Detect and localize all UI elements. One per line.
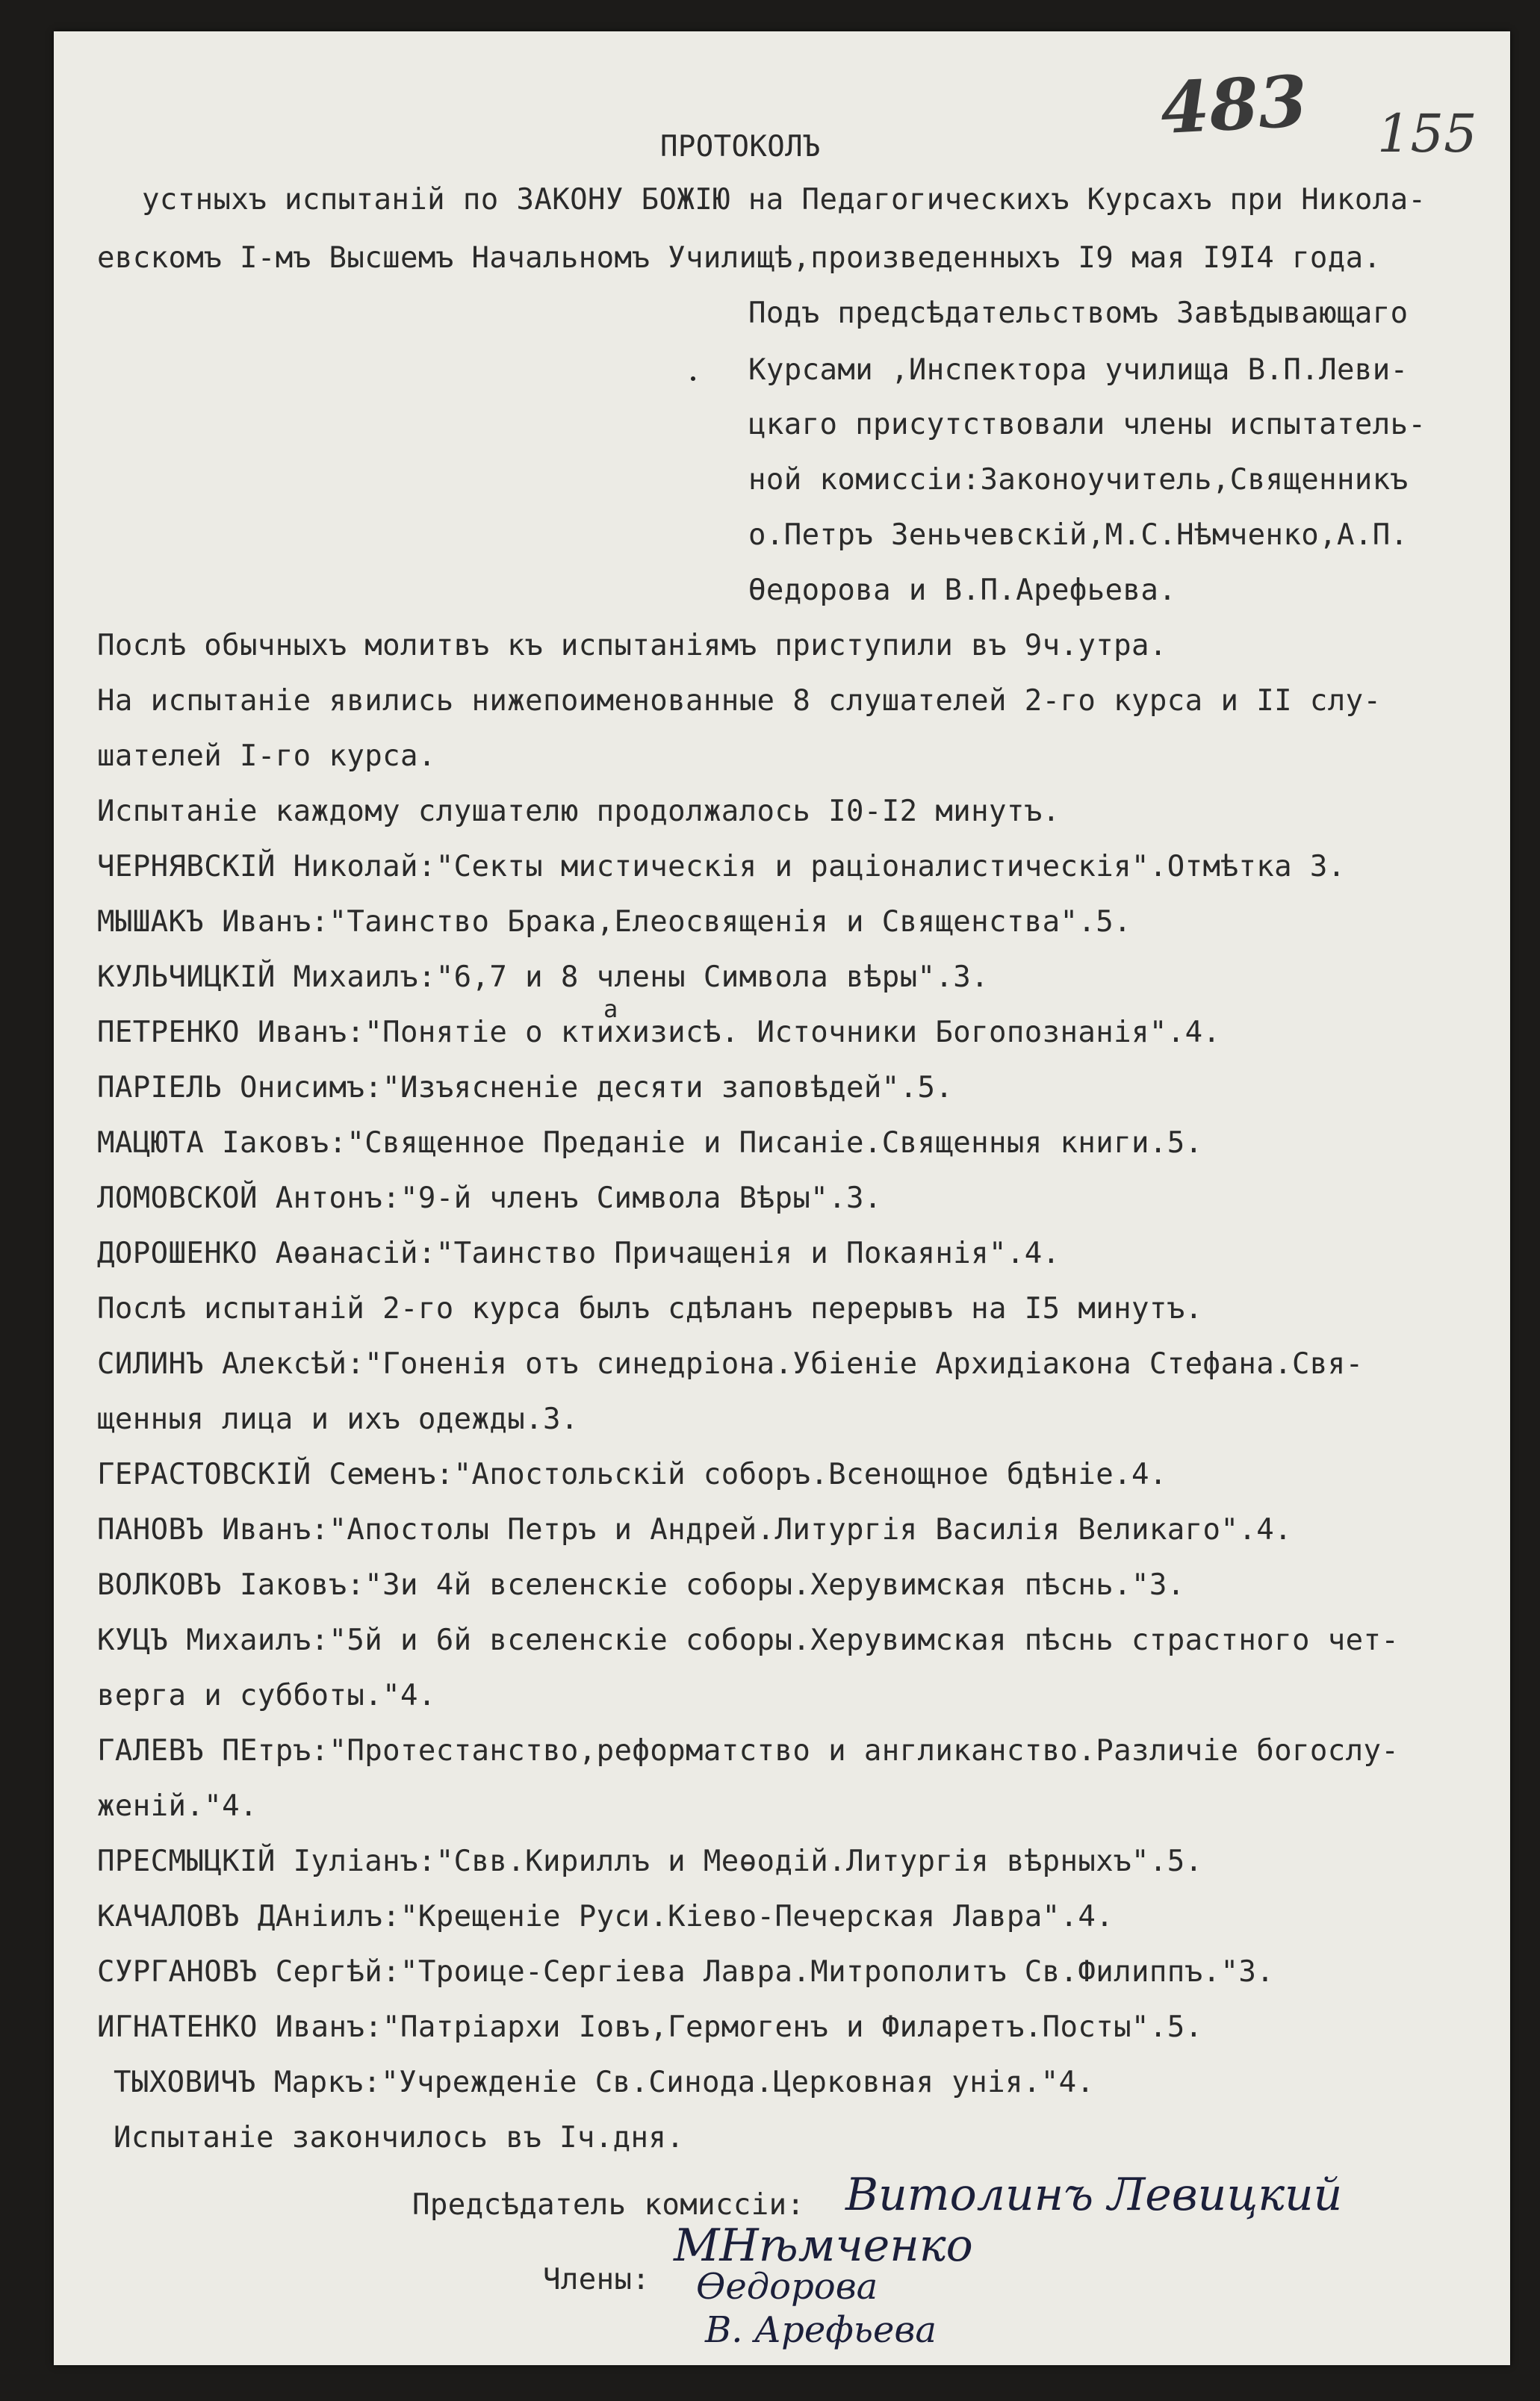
exam-entry: ПЕТРЕНКО Иванъ:"Понятіе о ктихизисѣ. Источники Богопознанія".4. [97,1016,1221,1049]
general-line-3: шателей I-го курса. [97,739,436,773]
intro-line-1: устныхъ испытаній по ЗАКОНУ БОЖІЮ на Педагогическихъ Курсахъ при Никола- [142,183,1426,217]
exam-entry: ТЫХОВИЧЪ Маркъ:"Учрежденіе Св.Синода.Церковная унія."4. [114,2066,1095,2099]
exam-entry: ДОРОШЕНКО Аөанасій:"Таинство Причащенія и Покаянія".4. [97,1237,1061,1270]
archive-page-number: 155 [1377,103,1477,164]
exam-entry: ИГНАТЕНКО Иванъ:"Патріархи Іовъ,Гермогенъ и Филаретъ.Посты".5. [97,2010,1203,2044]
exam-entry: ВОЛКОВЪ Іаковъ:"3и 4й вселенскіе соборы.Херувимская пѣснь."3. [97,1568,1185,1602]
member-signature-3: В. Арефьева [705,2309,937,2351]
exam-entry: КАЧАЛОВЪ ДАніилъ:"Крещеніе Руси.Кіево-Печерская Лавра".4. [97,1900,1114,1933]
closing-line: Испытаніе закончилось въ Iч.дня. [114,2121,685,2155]
exam-entry: МЫШАКЪ Иванъ:"Таинство Брака,Елеосвященія и Священства".5. [97,905,1132,939]
exam-entry: ПАНОВЪ Иванъ:"Апостолы Петръ и Андрей.Литургія Василія Великаго".4. [97,1513,1292,1547]
break-line: Послѣ испытаній 2-го курса былъ сдѣланъ перерывъ на I5 минутъ. [97,1292,1203,1326]
chair-line-2: Курсами ,Инспектора училища В.П.Леви- [748,353,1409,387]
document-sheet [54,31,1510,2365]
exam-entry: КУЛЬЧИЦКІЙ Михаилъ:"6,7 и 8 члены Символа вѣры".3. [97,960,989,994]
exam-entry-continued: женій."4. [97,1789,258,1823]
exam-entry-continued: щенныя лица и ихъ одежды.3. [97,1403,579,1436]
exam-entry: СИЛИНЪ Алексѣй:"Гоненія отъ синедріона.Убіеніе Архидіакона Стефана.Свя- [97,1347,1364,1381]
intro-line-2: евскомъ I-мъ Высшемъ Начальномъ Училищѣ,произведенныхъ I9 мая I9I4 года. [97,241,1382,275]
chairman-label: Предсѣдатель комиссіи: [412,2188,805,2222]
chair-line-5: о.Петръ Зеньчевскій,М.С.Нѣмченко,А.П. [748,518,1409,552]
chair-line-6: Өедорова и В.П.Арефьева. [748,574,1177,607]
chair-line-4: ной комиссіи:Законоучитель,Священникъ [748,463,1409,497]
exam-entry: ЛОМОВСКОЙ Антонъ:"9-й членъ Символа Вѣры".3. [97,1181,882,1215]
exam-entry: ПАРІЕЛЬ Онисимъ:"Изъясненіе десяти заповѣдей".5. [97,1071,954,1105]
chair-line-3: цкаго присутствовали члены испытатель- [748,408,1426,441]
exam-entry-continued: верга и субботы."4. [97,1679,436,1712]
exam-entry: ГАЛЕВЪ ПЕтръ:"Протестанство,реформатство и англиканство.Различіе богослу- [97,1734,1400,1768]
member-signature-2: Өедорова [696,2266,878,2308]
exam-entry: ПРЕСМЫЦКІЙ Іуліанъ:"Свв.Кириллъ и Меѳодій.Литургія вѣрныхъ".5. [97,1845,1203,1878]
chairman-signature: Витолинъ Левицкий [845,2169,1343,2221]
exam-entry: СУРГАНОВЪ Сергѣй:"Троице-Сергіева Лавра.Митрополитъ Св.Филиппъ."3. [97,1955,1275,1989]
chair-line-1: Подъ предсѣдательствомъ Завѣдывающаго [748,296,1409,330]
general-line-2: На испытаніе явились нижепоименованные 8 слушателей 2-го курса и II слу- [97,684,1382,718]
exam-entry: КУЦЪ Михаилъ:"5й и 6й вселенскіе соборы.Херувимская пѣснь страстного чет- [97,1624,1400,1657]
exam-entry: МАЦЮТА Іаковъ:"Священное Преданіе и Писаніе.Священныя книги.5. [97,1126,1203,1160]
exam-entry: ЧЕРНЯВСКІЙ Николай:"Секты мистическія и раціоналистическія".Отмѣтка 3. [97,850,1346,883]
member-signature-1: МНѣмченко [674,2220,973,2272]
stray-mark [691,376,695,381]
handwritten-correction: а [603,995,618,1023]
general-line-4: Испытаніе каждому слушателю продолжалось I0-I2 минутъ. [97,795,1061,828]
exam-entry: ГЕРАСТОВСКІЙ Семенъ:"Апостольскій соборъ.Всенощное бдѣніе.4. [97,1458,1167,1491]
document-title: ПРОТОКОЛЪ [660,130,821,164]
members-label: Члены: [543,2263,651,2296]
archive-folio-number: 483 [1158,60,1309,151]
general-line-1: Послѣ обычныхъ молитвъ къ испытаніямъ приступили въ 9ч.утра. [97,629,1167,662]
